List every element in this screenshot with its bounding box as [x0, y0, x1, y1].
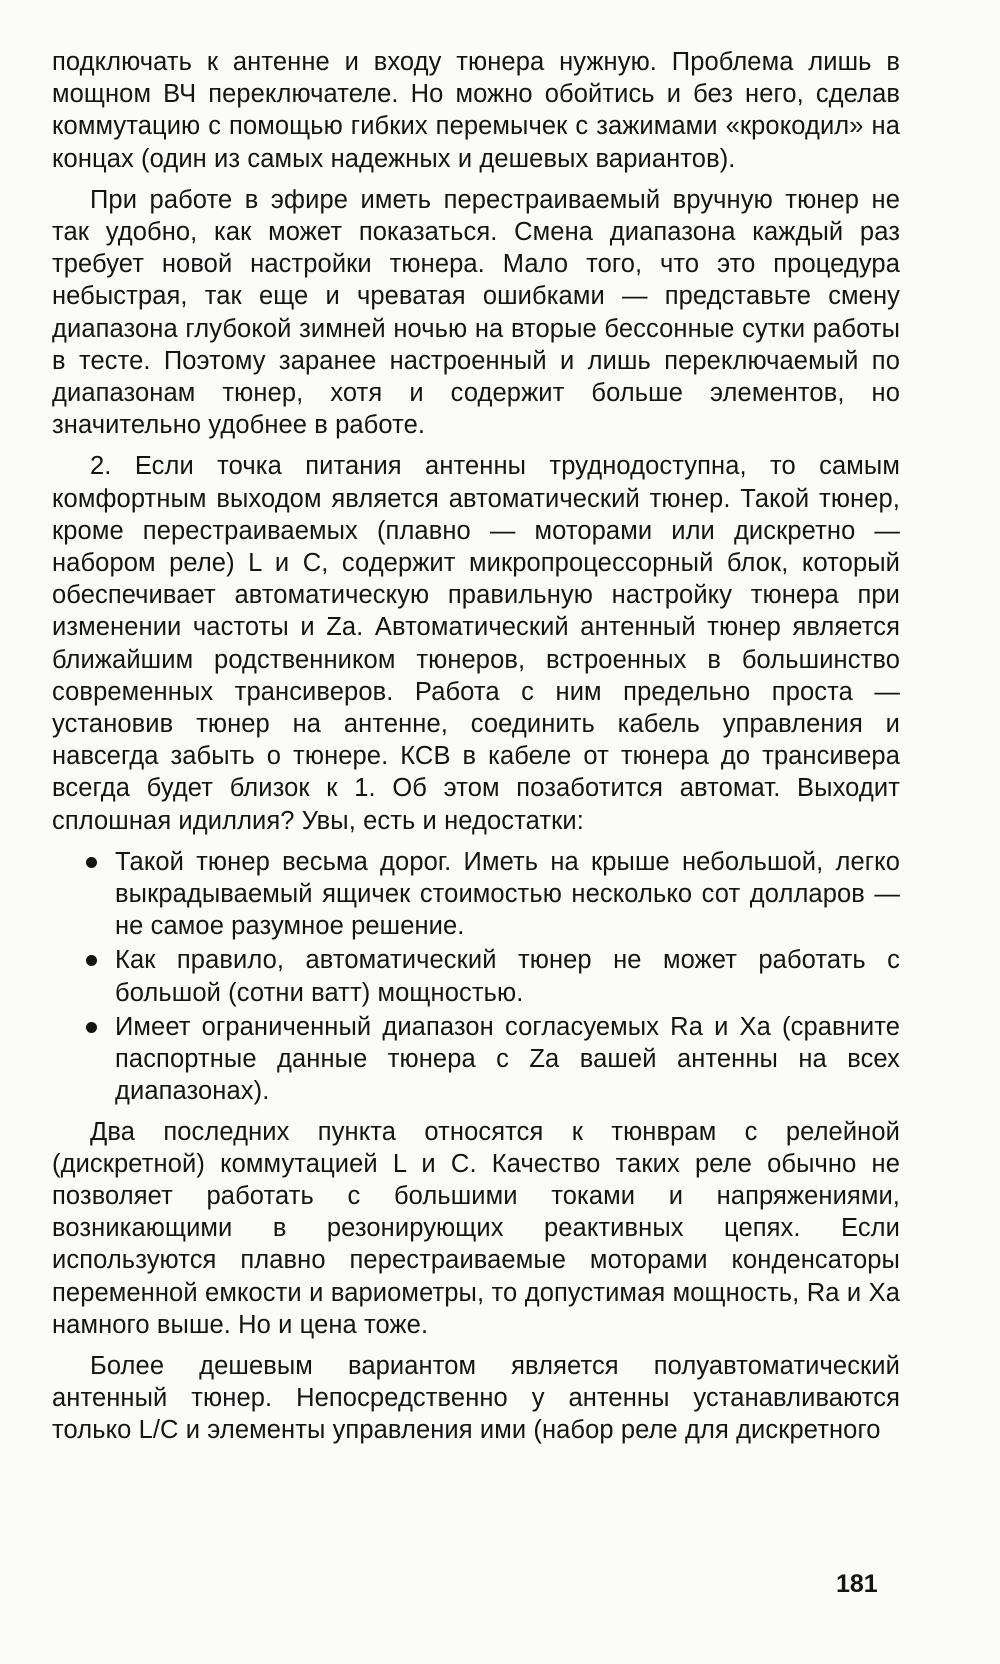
bullet-icon — [86, 857, 97, 868]
paragraph-automatic-tuner: 2. Если точка питания антенны труднодоступна, то самым комфортным выходом является автоматический тюнер. Такой тюнер, кроме перестраиваемых (плавно — моторами или дискретно — набором реле) L и C, содержит микропроцессорный блок, который обеспечивает автоматическую правильную настройку тюнера при изменении частоты и Za. Автоматический антенный тюнер является ближайшим родственником тюнеров, встроенных в большинство современных трансиверов. Работа с ним предельно проста — установив тюнер на антенне, соединить кабель управления и навсегда забыть о тюнере. КСВ в кабеле от тюнера до трансивера всегда будет близок к 1. Об этом позаботится автомат. Выходит сплошная идиллия? Увы, есть и недостатки: — [52, 452, 900, 835]
list-item-text: Имеет ограниченный диапазон согласуемых Ra и Xa (сравните паспортные данные тюнера с Za вашей антенны на всех диапазонах). — [115, 1012, 900, 1106]
list-item-text: Как правило, автоматический тюнер не может работать с большой (сотни ватт) мощностью. — [115, 946, 900, 1007]
drawbacks-list — [52, 846, 900, 1108]
paragraph-continuation: подключать к антенне и входу тюнера нужную. Проблема лишь в мощном ВЧ переключателе. Но можно обойтись и без него, сделав коммутацию с помощью гибких перемычек с зажимами «крокодил» на концах (один из самых надежных и дешевых вариантов). — [52, 48, 900, 173]
list-item — [52, 944, 900, 1008]
list-item-text: Такой тюнер весьма дорог. Иметь на крыше небольшой, легко выкрадываемый ящичек стоимостью несколько сот долларов — не самое разумное решение. — [115, 847, 900, 941]
list-item — [52, 846, 900, 943]
paragraph-relay-tuners: Два последних пункта относятся к тюнврам с релейной (дискретной) коммутацией L и C. Качество таких реле обычно не позволяет работать с большими токами и напряжениями, возникающими в резонирующих реактивных цепях. Если используются плавно перестраиваемые моторами конденсаторы переменной емкости и вариометры, то допустимая мощность, Ra и Xa намного выше. Но и цена тоже. — [52, 1117, 900, 1339]
page-number: 181 — [836, 1570, 878, 1598]
paragraph-semi-automatic: Более дешевым вариантом является полуавтоматический антенный тюнер. Непосредственно у антенны устанавливаются только L/C и элементы управления ими (набор реле для дискретного — [52, 1351, 900, 1445]
bullet-icon — [86, 1022, 97, 1033]
bullet-icon — [86, 955, 97, 966]
paragraph-manual-tuner: При работе в эфире иметь перестраиваемый вручную тюнер не так удобно, как может показаться. Смена диапазона каждый раз требует новой настройки тюнера. Мало того, что это процедура небыстрая, так еще и чреватая ошибками — представьте смену диапазона глубокой зимней ночью на вторые бессонные сутки работы в тесте. Поэтому заранее настроенный и лишь переключаемый по диапазонам тюнер, хотя и содержит больше элементов, но значительно удобнее в работе. — [52, 185, 900, 440]
text-column — [52, 46, 900, 1456]
list-item — [52, 1011, 900, 1108]
